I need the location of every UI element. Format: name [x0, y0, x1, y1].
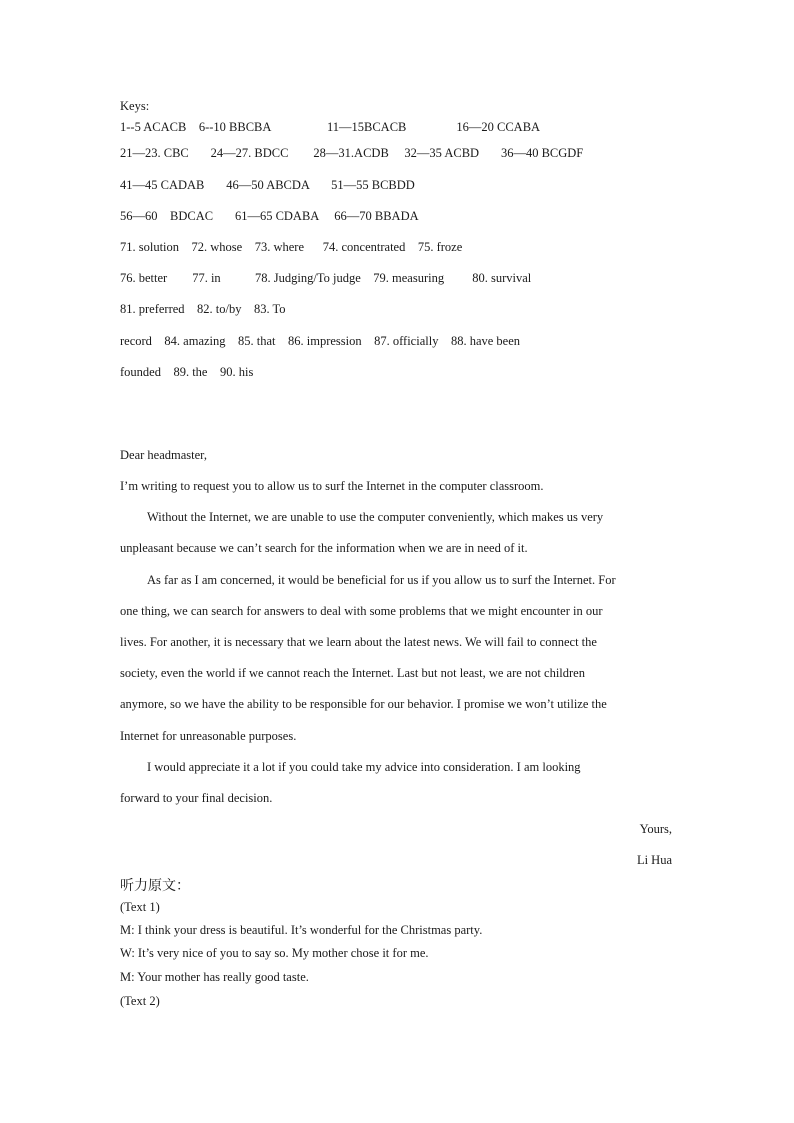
- letter-closing: Yours,: [639, 822, 672, 836]
- letter-greeting: Dear headmaster,: [120, 448, 207, 462]
- keys-line: 56—60 BDCAC 61—65 CDABA 66—70 BBADA: [120, 209, 419, 223]
- keys-line: 76. better 77. in 78. Judging/To judge 79. measuring 80. survival: [120, 271, 532, 285]
- letter-paragraph-line: one thing, we can search for answers to deal with some problems that we might encounter in our: [120, 604, 603, 618]
- letter-paragraph-line: lives. For another, it is necessary that we learn about the latest news. We will fail to connect the: [120, 635, 597, 649]
- keys-line: founded 89. the 90. his: [120, 365, 254, 379]
- letter-paragraph-line: forward to your final decision.: [120, 791, 273, 805]
- letter-paragraph-line: society, even the world if we cannot reach the Internet. Last but not least, we are not children: [120, 666, 585, 680]
- letter-paragraph-line: Internet for unreasonable purposes.: [120, 729, 297, 743]
- keys-line: 1--5 ACACB 6--10 BBCBA 11—15BCACB 16—20 CCABA: [120, 120, 541, 134]
- letter-signature: Li Hua: [636, 853, 672, 867]
- keys-heading: Keys:: [120, 99, 150, 113]
- listening-line: (Text 2): [120, 994, 160, 1008]
- letter-paragraph-line: Without the Internet, we are unable to use the computer conveniently, which makes us very: [147, 510, 604, 524]
- listening-line: M: I think your dress is beautiful. It’s wonderful for the Christmas party.: [120, 923, 483, 937]
- letter-opening: I’m writing to request you to allow us to surf the Internet in the computer classroom.: [120, 479, 544, 493]
- keys-line: 81. preferred 82. to/by 83. To: [120, 302, 286, 316]
- listening-heading: 听力原文：: [120, 878, 190, 894]
- keys-line: 71. solution 72. whose 73. where 74. concentrated 75. froze: [120, 240, 463, 254]
- listening-line: W: It’s very nice of you to say so. My mother chose it for me.: [120, 946, 429, 960]
- listening-line: (Text 1): [120, 900, 160, 914]
- letter-paragraph-line: anymore, so we have the ability to be responsible for our behavior. I promise we won’t utilize the: [120, 697, 607, 711]
- listening-line: M: Your mother has really good taste.: [120, 970, 309, 984]
- keys-line: 21—23. CBC 24—27. BDCC 28—31.ACDB 32—35 ACBD 36—40 BCGDF: [120, 146, 584, 160]
- keys-line: record 84. amazing 85. that 86. impression 87. officially 88. have been: [120, 334, 521, 348]
- keys-line: 41—45 CADAB 46—50 ABCDA 51—55 BCBDD: [120, 178, 415, 192]
- letter-paragraph-line: unpleasant because we can’t search for the information when we are in need of it.: [120, 541, 528, 555]
- letter-paragraph-line: As far as I am concerned, it would be beneficial for us if you allow us to surf the Internet. For: [147, 573, 616, 587]
- letter-paragraph-line: I would appreciate it a lot if you could take my advice into consideration. I am looking: [147, 760, 581, 774]
